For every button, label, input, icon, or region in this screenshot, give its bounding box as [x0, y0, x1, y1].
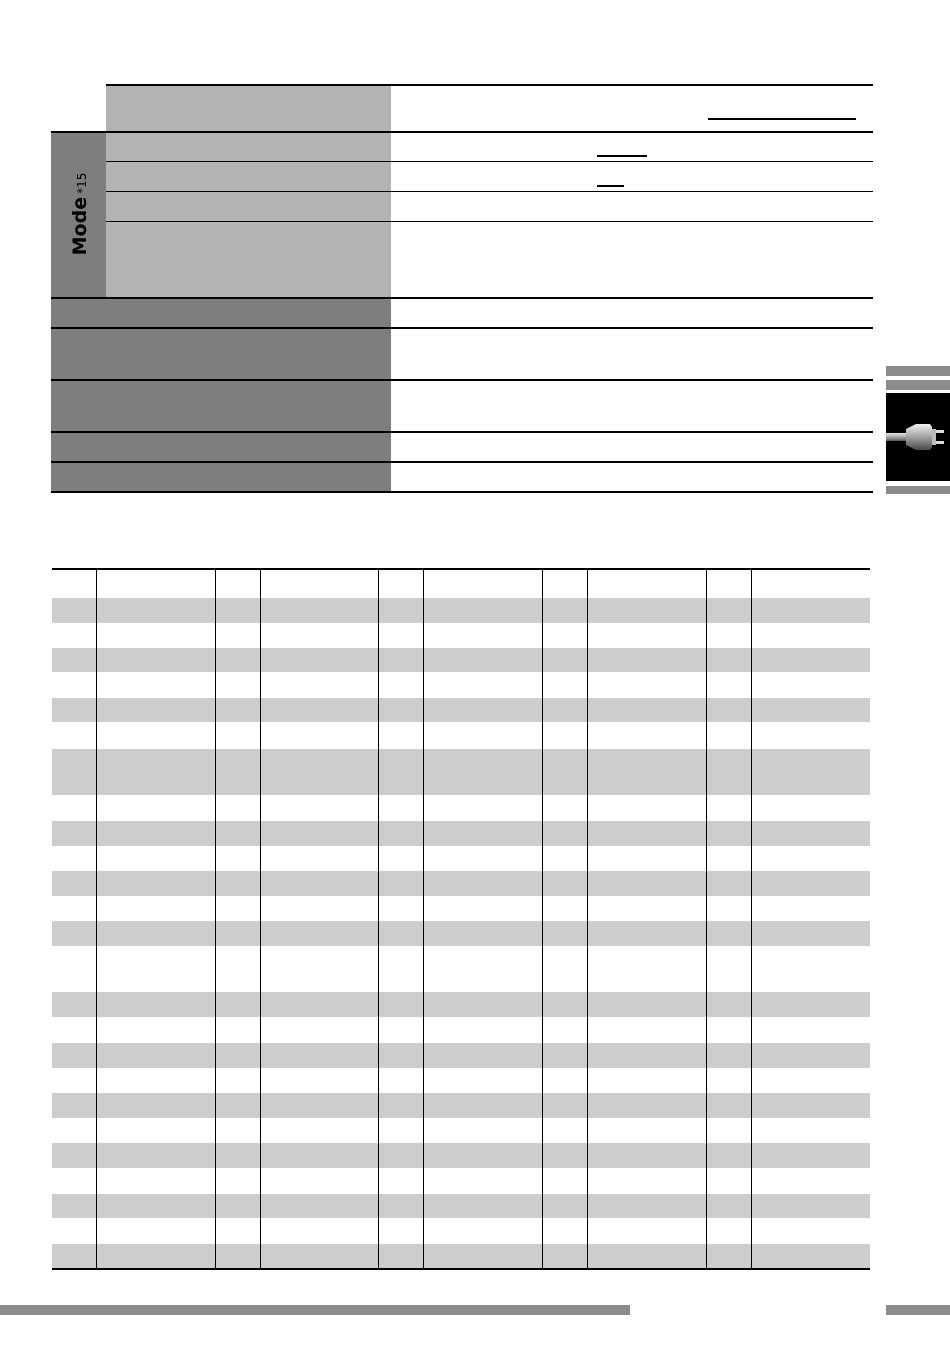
- table-row-shaded: [52, 992, 870, 1017]
- column-divider: [542, 568, 543, 1270]
- value-underline: [708, 118, 856, 120]
- table-row-shaded: [52, 1093, 870, 1118]
- setting-label-cell-7: [51, 328, 391, 379]
- table-row-shaded: [52, 821, 870, 846]
- column-divider: [260, 568, 261, 1270]
- table-bottom-rule: [52, 1268, 870, 1270]
- table-row-shaded: [52, 598, 870, 623]
- setting-label-cell-8: [51, 381, 391, 432]
- table-rule: [106, 161, 873, 162]
- table-row-shaded: [52, 1244, 870, 1268]
- table-row-shaded: [52, 1194, 870, 1218]
- setting-label-cell-9: [51, 433, 391, 461]
- column-divider: [96, 568, 97, 1270]
- table-rule: [51, 327, 873, 329]
- table-rule: [51, 491, 873, 493]
- table-rule: [51, 461, 873, 463]
- column-divider: [587, 568, 588, 1270]
- value-underline: [597, 155, 647, 157]
- value-underline: [597, 185, 624, 187]
- mode-label-text: Mode: [69, 196, 91, 256]
- column-divider: [751, 568, 752, 1270]
- setting-label-cell-6: [51, 299, 391, 327]
- mode-footnote-ref: *15: [75, 172, 89, 194]
- table-row-shaded: [52, 1043, 870, 1068]
- table-rule: [106, 84, 873, 86]
- table-rule: [51, 431, 873, 433]
- table-rule: [51, 379, 873, 381]
- setting-label-cell-4: [106, 192, 391, 221]
- setting-label-cell-10: [51, 463, 391, 492]
- side-tab-stripe: [886, 380, 950, 390]
- table-rule: [51, 131, 873, 133]
- table-row-shaded: [52, 871, 870, 896]
- table-row-shaded: [52, 648, 870, 672]
- column-divider: [423, 568, 424, 1270]
- table-top-rule: [52, 568, 870, 570]
- setting-label-cell-1: [106, 85, 391, 131]
- table-row-shaded: [52, 698, 870, 722]
- table-row-shaded: [52, 749, 870, 795]
- setting-label-cell-2: [106, 133, 391, 161]
- side-tab-stripe: [886, 366, 950, 376]
- column-divider: [378, 568, 379, 1270]
- power-plug-icon: [886, 393, 950, 481]
- code-grid-table: [52, 568, 870, 1270]
- table-rule: [51, 297, 873, 299]
- mode-group-label: [69, 173, 91, 256]
- setting-label-cell-3: [106, 162, 391, 191]
- column-divider: [215, 568, 216, 1270]
- table-rule: [106, 221, 873, 222]
- footer-bar-left: [0, 1305, 630, 1315]
- table-row-shaded: [52, 921, 870, 946]
- footer-bar-right: [886, 1305, 950, 1315]
- table-row-shaded: [52, 1143, 870, 1168]
- table-rule: [106, 191, 873, 192]
- side-tab-icon-box: [886, 393, 950, 481]
- side-tab-stripe: [886, 486, 950, 494]
- column-divider: [706, 568, 707, 1270]
- setting-label-cell-5: [106, 222, 391, 297]
